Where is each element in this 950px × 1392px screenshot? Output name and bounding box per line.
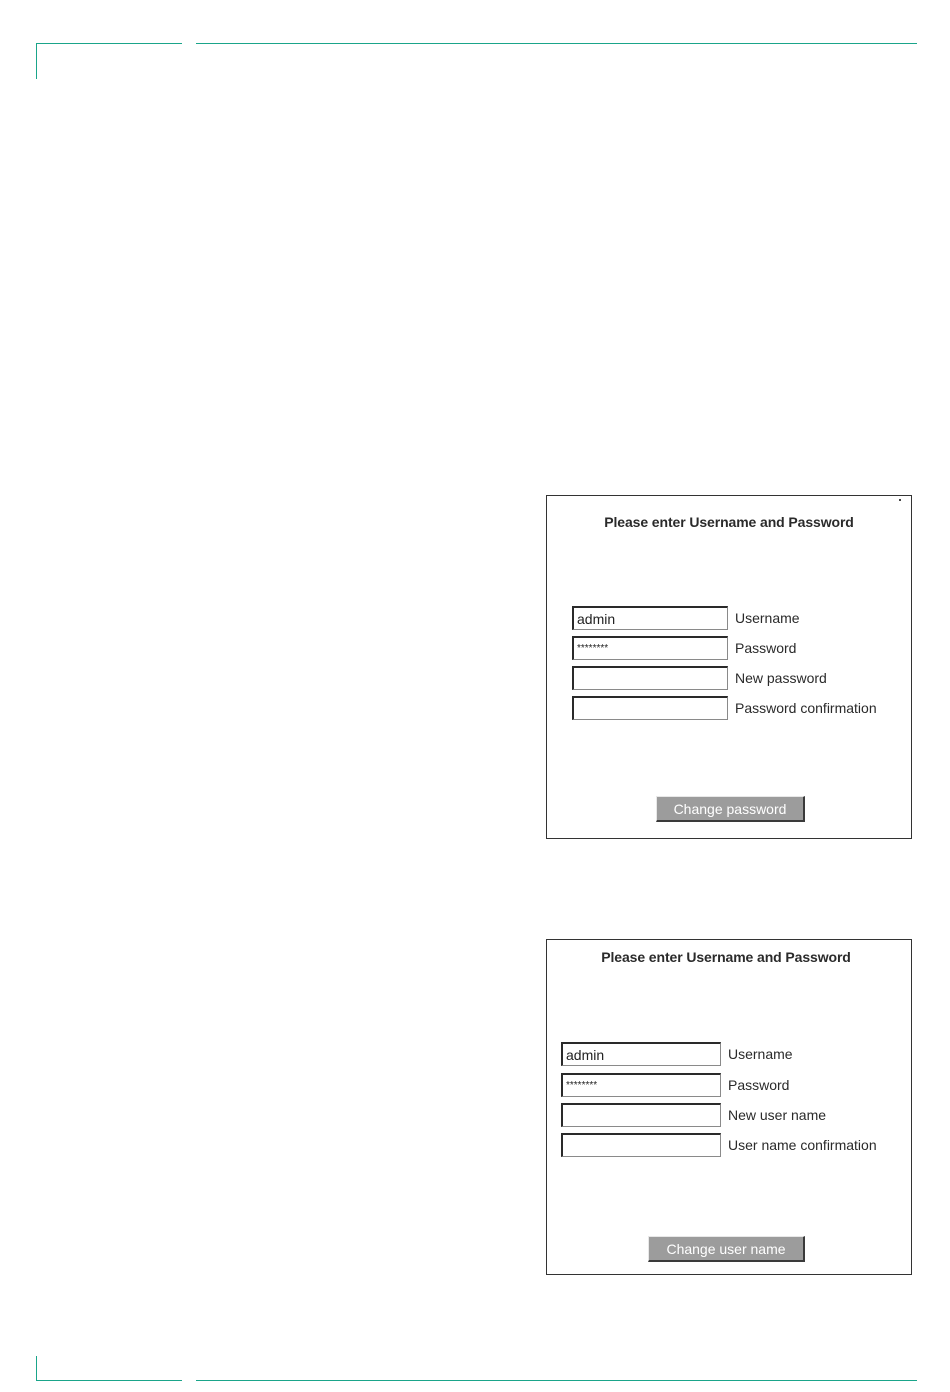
password-label: Password [728, 1077, 790, 1093]
frame-top-left-corner [36, 43, 37, 79]
password-confirmation-row [572, 696, 877, 720]
panel-title: Please enter Username and Password [604, 514, 854, 530]
frame-bottom-left-line [36, 1380, 182, 1381]
username-row [561, 1042, 793, 1066]
username-confirmation-row [561, 1133, 877, 1157]
frame-bottom-left-corner [36, 1356, 37, 1381]
username-input[interactable] [572, 606, 728, 630]
password-row [572, 636, 796, 660]
new-password-label: New password [735, 670, 827, 686]
password-label: Password [735, 640, 797, 656]
username-row [572, 606, 800, 630]
change-password-button[interactable]: Change password [656, 796, 805, 822]
change-password-panel [546, 495, 912, 839]
new-username-input[interactable] [561, 1103, 721, 1127]
password-confirmation-label: Password confirmation [735, 700, 877, 716]
frame-top-left-line [36, 43, 182, 44]
new-username-row [561, 1103, 826, 1127]
username-confirmation-input[interactable] [561, 1133, 721, 1157]
password-input[interactable] [572, 636, 728, 660]
username-input[interactable] [561, 1042, 721, 1066]
frame-top-line [196, 43, 917, 44]
change-username-panel [546, 939, 912, 1275]
username-label: Username [728, 1046, 793, 1062]
password-confirmation-input[interactable] [572, 696, 728, 720]
username-label: Username [735, 610, 800, 626]
panel-title: Please enter Username and Password [601, 949, 851, 965]
change-username-button[interactable]: Change user name [648, 1236, 805, 1262]
password-row [561, 1073, 789, 1097]
new-password-row [572, 666, 827, 690]
password-input[interactable] [561, 1073, 721, 1097]
new-password-input[interactable] [572, 666, 728, 690]
username-confirmation-label: User name confirmation [728, 1137, 877, 1153]
new-username-label: New user name [728, 1107, 827, 1123]
frame-bottom-line [196, 1380, 917, 1381]
panel-corner-dot [899, 499, 901, 501]
